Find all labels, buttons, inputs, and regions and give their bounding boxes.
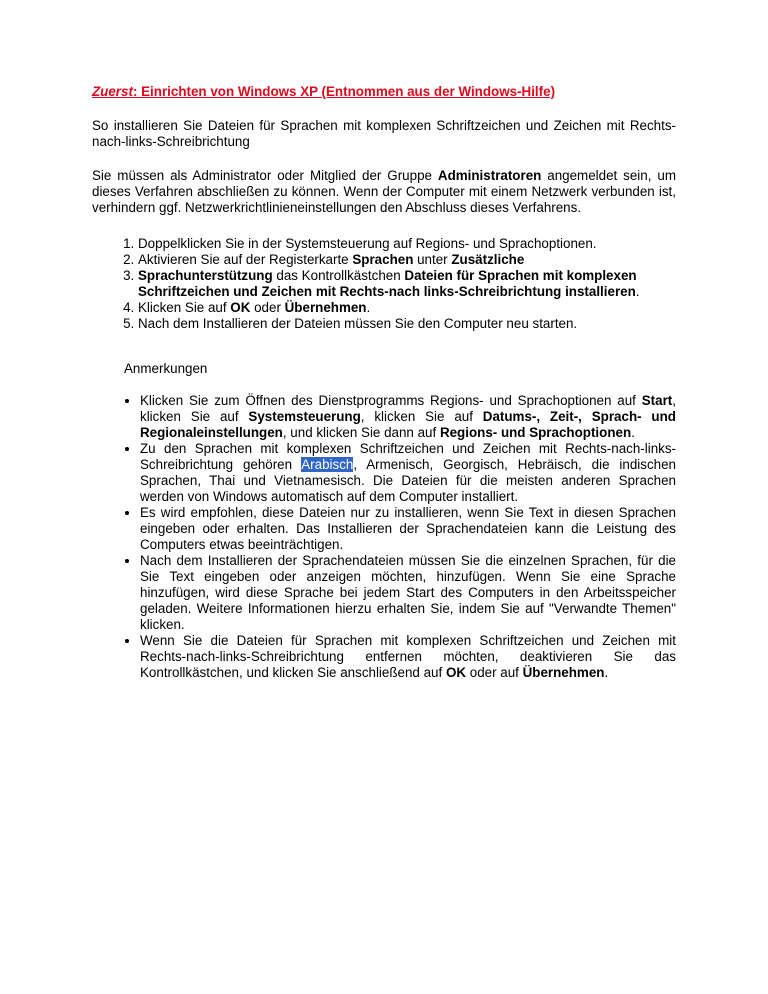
step-text: Aktivieren Sie auf der Registerkarte [138,252,353,267]
title-text: : Einrichten von Windows XP (Entnommen aus der Windows-Hilfe) [132,84,556,99]
admin-bold-group: Administratoren [437,168,542,183]
note-bold: Start [641,393,673,408]
step-bold: OK [230,300,251,315]
note-text: Nach dem Installieren der Sprachendateien müssen Sie die einzelnen Sprachen, für die Sie Text eingeben oder anzeigen möchten, hinzufügen. Wenn Sie eine Sprache hinzufügen, wird diese Sprache bei jedem Start des Computers in den Arbeitsspeicher geladen. Weitere Informationen hierzu erhalten Sie, indem Sie auf "Verwandte Themen" klicken. [140,553,676,632]
step-item [138,300,676,316]
step-text: . [635,284,640,299]
steps-list [92,236,676,332]
selected-text-highlight[interactable]: Arabisch [301,457,354,472]
step-text: Klicken Sie auf [138,300,231,315]
note-text: , klicken Sie auf [360,409,483,424]
admin-text-1: Sie müssen als Administrator oder Mitglied der Gruppe [92,168,438,183]
note-text: . [604,665,609,680]
note-item [140,441,676,505]
note-item [140,633,676,681]
admin-text-2: angemeldet sein, um dieses Verfahren abschließen zu können. Wenn der Computer mit einem Netzwerk verbunden ist, verhindern ggf. Netzwerkrichtlinieneinstellungen den Abschluss dieses Verfahrens. [92,168,676,215]
note-bold: Datums-, Zeit-, Sprach- und Regionaleinstellungen [140,409,676,440]
note-text: Klicken Sie zum Öffnen des Dienstprogramms Regions- und Sprachoptionen auf [140,393,642,408]
step-item [138,236,676,252]
step-bold: Sprachen [352,252,414,267]
step-text: Doppelklicken Sie in der Systemsteuerung auf Regions- und Sprachoptionen. [138,236,597,251]
note-bold: Systemsteuerung [248,409,361,424]
note-item [140,553,676,633]
admin-paragraph [92,168,676,216]
title-prefix: Zuerst [92,84,133,99]
note-text: Wenn Sie die Dateien für Sprachen mit komplexen Schriftzeichen und Zeichen mit Rechts-nach-links-Schreibrichtung entfernen möchten, deaktivieren Sie das Kontrollkästchen, und klicken Sie anschließend auf [140,633,676,680]
note-text: oder auf [466,665,523,680]
step-text: oder [250,300,285,315]
step-item [138,316,676,332]
note-item [140,393,676,441]
note-text: Zu den Sprachen mit komplexen Schriftzeichen und Zeichen mit Rechts-nach-links-Schreibrichtung gehören [140,441,676,472]
step-text: das Kontrollkästchen [272,268,405,283]
step-bold: Sprachunterstützung [138,268,273,283]
note-text: . [631,425,635,440]
note-text: Es wird empfohlen, diese Dateien nur zu installieren, wenn Sie Text in diesen Sprachen eingeben oder erhalten. Das Installieren der Sprachendateien kann die Leistung des Computers etwas beeinträchtigen. [140,505,676,552]
note-bold: Regions- und Sprachoptionen [439,425,632,440]
step-item [138,268,676,300]
note-text: , und klicken Sie dann auf [282,425,440,440]
step-bold: Dateien für Sprachen mit komplexen Schriftzeichen und Zeichen mit Rechts-nach links-Schreibrichtung installieren [138,268,637,299]
note-text: , klicken Sie auf [140,393,676,424]
note-bold: Übernehmen [522,665,605,680]
step-bold: Zusätzliche [451,252,525,267]
step-text: Nach dem Installieren der Dateien müssen Sie den Computer neu starten. [138,316,578,331]
intro-paragraph: So installieren Sie Dateien für Sprachen mit komplexen Schriftzeichen und Zeichen mit Rechts-nach-links-Schreibrichtung [92,118,676,149]
note-text: , Armenisch, Georgisch, Hebräisch, die indischen Sprachen, Thai und Vietnamesisch. Die Dateien für die meisten anderen Sprachen werden von Windows automatisch auf dem Computer installiert. [140,457,676,504]
step-text: unter [413,252,452,267]
notes-list [92,393,676,681]
page-title [92,84,676,100]
step-bold: Übernehmen [284,300,367,315]
note-bold: OK [445,665,467,680]
note-item [140,505,676,553]
step-item [138,252,676,268]
step-text: . [366,300,371,315]
notes-heading: Anmerkungen [124,361,208,376]
